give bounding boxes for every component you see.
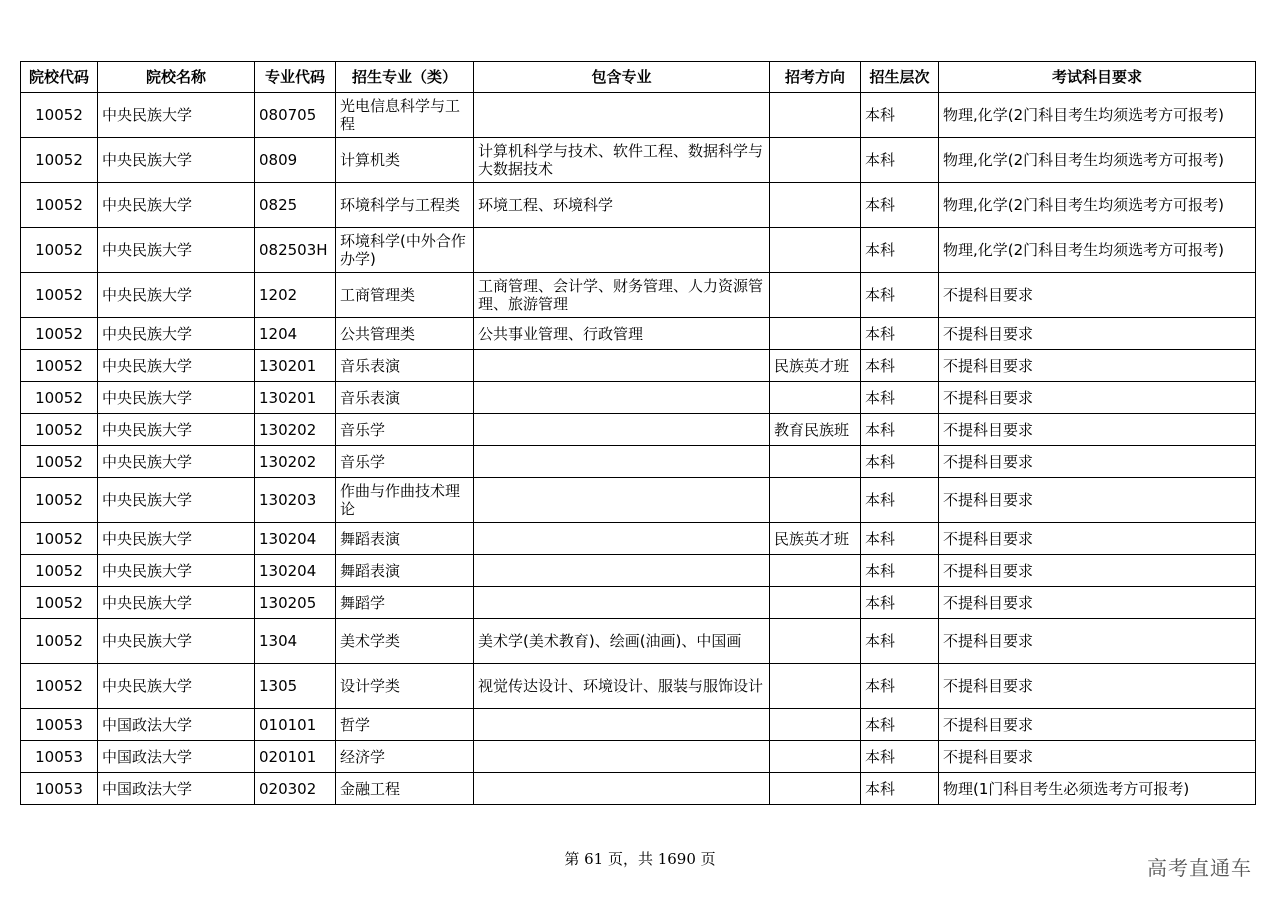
cell-direction [770,555,861,587]
cell-major-code: 1304 [255,619,336,664]
cell-major: 作曲与作曲技术理论 [336,478,474,523]
header-school-code: 院校代码 [21,62,98,93]
cell-major: 计算机类 [336,138,474,183]
cell-includes [474,741,770,773]
watermark-logo: 高考直通车 [1147,856,1252,880]
table-row [21,350,1256,382]
header-major-code: 专业代码 [255,62,336,93]
cell-major: 哲学 [336,709,474,741]
cell-major: 音乐学 [336,446,474,478]
cell-requirement: 不提科目要求 [939,414,1256,446]
cell-requirement: 物理(1门科目考生必须选考方可报考) [939,773,1256,805]
cell-requirement: 物理,化学(2门科目考生均须选考方可报考) [939,138,1256,183]
cell-school-code: 10052 [21,273,98,318]
cell-level: 本科 [861,555,939,587]
table-row [21,446,1256,478]
cell-includes [474,228,770,273]
cell-level: 本科 [861,93,939,138]
cell-major-code: 020101 [255,741,336,773]
header-row [21,62,1256,93]
cell-school-code: 10052 [21,350,98,382]
cell-major: 工商管理类 [336,273,474,318]
cell-requirement: 不提科目要求 [939,523,1256,555]
cell-direction [770,664,861,709]
cell-school-name: 中央民族大学 [98,273,255,318]
cell-major: 环境科学与工程类 [336,183,474,228]
cell-level: 本科 [861,228,939,273]
cell-direction: 民族英才班 [770,523,861,555]
table-row [21,138,1256,183]
cell-school-code: 10052 [21,664,98,709]
cell-major: 金融工程 [336,773,474,805]
cell-requirement: 物理,化学(2门科目考生均须选考方可报考) [939,183,1256,228]
cell-includes [474,93,770,138]
cell-school-code: 10052 [21,318,98,350]
cell-includes [474,555,770,587]
cell-level: 本科 [861,741,939,773]
cell-requirement: 不提科目要求 [939,619,1256,664]
cell-major: 舞蹈表演 [336,523,474,555]
table-row [21,523,1256,555]
cell-direction [770,93,861,138]
cell-school-name: 中央民族大学 [98,382,255,414]
table-row [21,183,1256,228]
cell-level: 本科 [861,382,939,414]
cell-major: 环境科学(中外合作办学) [336,228,474,273]
cell-major-code: 130204 [255,523,336,555]
table-row [21,709,1256,741]
cell-direction: 教育民族班 [770,414,861,446]
cell-major-code: 082503H [255,228,336,273]
cell-level: 本科 [861,273,939,318]
cell-direction [770,446,861,478]
cell-includes [474,446,770,478]
cell-direction: 民族英才班 [770,350,861,382]
cell-school-name: 中央民族大学 [98,446,255,478]
cell-school-name: 中国政法大学 [98,741,255,773]
cell-school-name: 中央民族大学 [98,587,255,619]
cell-major: 光电信息科学与工程 [336,93,474,138]
table-row [21,664,1256,709]
cell-school-code: 10052 [21,587,98,619]
cell-school-name: 中央民族大学 [98,183,255,228]
cell-requirement: 不提科目要求 [939,555,1256,587]
cell-direction [770,709,861,741]
cell-school-code: 10052 [21,555,98,587]
cell-major-code: 0825 [255,183,336,228]
cell-level: 本科 [861,414,939,446]
cell-level: 本科 [861,318,939,350]
cell-includes: 工商管理、会计学、财务管理、人力资源管理、旅游管理 [474,273,770,318]
cell-direction [770,619,861,664]
cell-school-name: 中央民族大学 [98,555,255,587]
cell-direction [770,138,861,183]
cell-major: 美术学类 [336,619,474,664]
cell-school-name: 中央民族大学 [98,664,255,709]
cell-includes: 视觉传达设计、环境设计、服装与服饰设计 [474,664,770,709]
table-row [21,741,1256,773]
table-row [21,478,1256,523]
cell-school-name: 中央民族大学 [98,138,255,183]
cell-direction [770,318,861,350]
cell-school-name: 中央民族大学 [98,350,255,382]
cell-school-code: 10053 [21,741,98,773]
cell-school-code: 10052 [21,228,98,273]
header-major: 招生专业（类） [336,62,474,93]
cell-major: 舞蹈学 [336,587,474,619]
cell-major: 音乐表演 [336,350,474,382]
cell-level: 本科 [861,446,939,478]
cell-direction [770,273,861,318]
cell-major-code: 130205 [255,587,336,619]
cell-major-code: 130203 [255,478,336,523]
cell-requirement: 不提科目要求 [939,382,1256,414]
cell-school-code: 10052 [21,619,98,664]
table-row [21,773,1256,805]
cell-includes: 公共事业管理、行政管理 [474,318,770,350]
cell-level: 本科 [861,478,939,523]
cell-includes [474,414,770,446]
cell-direction [770,478,861,523]
cell-requirement: 不提科目要求 [939,587,1256,619]
cell-major: 设计学类 [336,664,474,709]
cell-level: 本科 [861,350,939,382]
cell-school-code: 10052 [21,446,98,478]
cell-includes [474,478,770,523]
cell-school-code: 10052 [21,138,98,183]
cell-requirement: 不提科目要求 [939,350,1256,382]
cell-school-name: 中国政法大学 [98,709,255,741]
cell-major-code: 130201 [255,350,336,382]
cell-school-code: 10053 [21,709,98,741]
cell-includes [474,773,770,805]
cell-requirement: 物理,化学(2门科目考生均须选考方可报考) [939,93,1256,138]
cell-level: 本科 [861,773,939,805]
cell-school-name: 中央民族大学 [98,318,255,350]
cell-major: 经济学 [336,741,474,773]
cell-major-code: 1305 [255,664,336,709]
table-row [21,382,1256,414]
table-row [21,414,1256,446]
cell-school-code: 10052 [21,183,98,228]
cell-requirement: 不提科目要求 [939,709,1256,741]
header-direction: 招考方向 [770,62,861,93]
table-row [21,93,1256,138]
cell-major-code: 020302 [255,773,336,805]
cell-requirement: 不提科目要求 [939,478,1256,523]
table-row [21,587,1256,619]
cell-level: 本科 [861,619,939,664]
cell-major-code: 130202 [255,446,336,478]
cell-major-code: 130201 [255,382,336,414]
cell-requirement: 物理,化学(2门科目考生均须选考方可报考) [939,228,1256,273]
header-includes: 包含专业 [474,62,770,93]
cell-school-name: 中央民族大学 [98,619,255,664]
cell-major-code: 080705 [255,93,336,138]
cell-includes: 环境工程、环境科学 [474,183,770,228]
cell-major-code: 1202 [255,273,336,318]
cell-school-code: 10052 [21,478,98,523]
cell-major: 音乐表演 [336,382,474,414]
cell-includes [474,350,770,382]
cell-level: 本科 [861,664,939,709]
table-row [21,555,1256,587]
cell-level: 本科 [861,709,939,741]
cell-requirement: 不提科目要求 [939,273,1256,318]
cell-school-name: 中国政法大学 [98,773,255,805]
cell-major-code: 130202 [255,414,336,446]
cell-major: 公共管理类 [336,318,474,350]
cell-school-name: 中央民族大学 [98,478,255,523]
cell-school-code: 10052 [21,523,98,555]
cell-school-code: 10052 [21,382,98,414]
cell-major-code: 010101 [255,709,336,741]
cell-direction [770,382,861,414]
table-row [21,619,1256,664]
cell-school-code: 10052 [21,414,98,446]
cell-direction [770,741,861,773]
cell-school-name: 中央民族大学 [98,228,255,273]
cell-includes [474,709,770,741]
cell-major: 舞蹈表演 [336,555,474,587]
cell-school-name: 中央民族大学 [98,93,255,138]
cell-major: 音乐学 [336,414,474,446]
cell-level: 本科 [861,523,939,555]
cell-school-code: 10053 [21,773,98,805]
table-row [21,273,1256,318]
cell-direction [770,183,861,228]
cell-major-code: 0809 [255,138,336,183]
cell-direction [770,228,861,273]
cell-major-code: 1204 [255,318,336,350]
cell-requirement: 不提科目要求 [939,741,1256,773]
cell-requirement: 不提科目要求 [939,446,1256,478]
cell-level: 本科 [861,183,939,228]
page-number: 第 61 页，共 1690 页 [564,850,716,868]
table-row [21,228,1256,273]
cell-level: 本科 [861,138,939,183]
cell-school-name: 中央民族大学 [98,414,255,446]
cell-school-code: 10052 [21,93,98,138]
admission-table [20,61,1256,805]
cell-includes [474,587,770,619]
cell-direction [770,773,861,805]
cell-school-name: 中央民族大学 [98,523,255,555]
header-school-name: 院校名称 [98,62,255,93]
header-requirement: 考试科目要求 [939,62,1256,93]
cell-includes [474,382,770,414]
cell-includes [474,523,770,555]
cell-includes: 计算机科学与技术、软件工程、数据科学与大数据技术 [474,138,770,183]
cell-requirement: 不提科目要求 [939,318,1256,350]
cell-requirement: 不提科目要求 [939,664,1256,709]
cell-direction [770,587,861,619]
cell-includes: 美术学(美术教育)、绘画(油画)、中国画 [474,619,770,664]
cell-major-code: 130204 [255,555,336,587]
header-level: 招生层次 [861,62,939,93]
cell-level: 本科 [861,587,939,619]
table-row [21,318,1256,350]
